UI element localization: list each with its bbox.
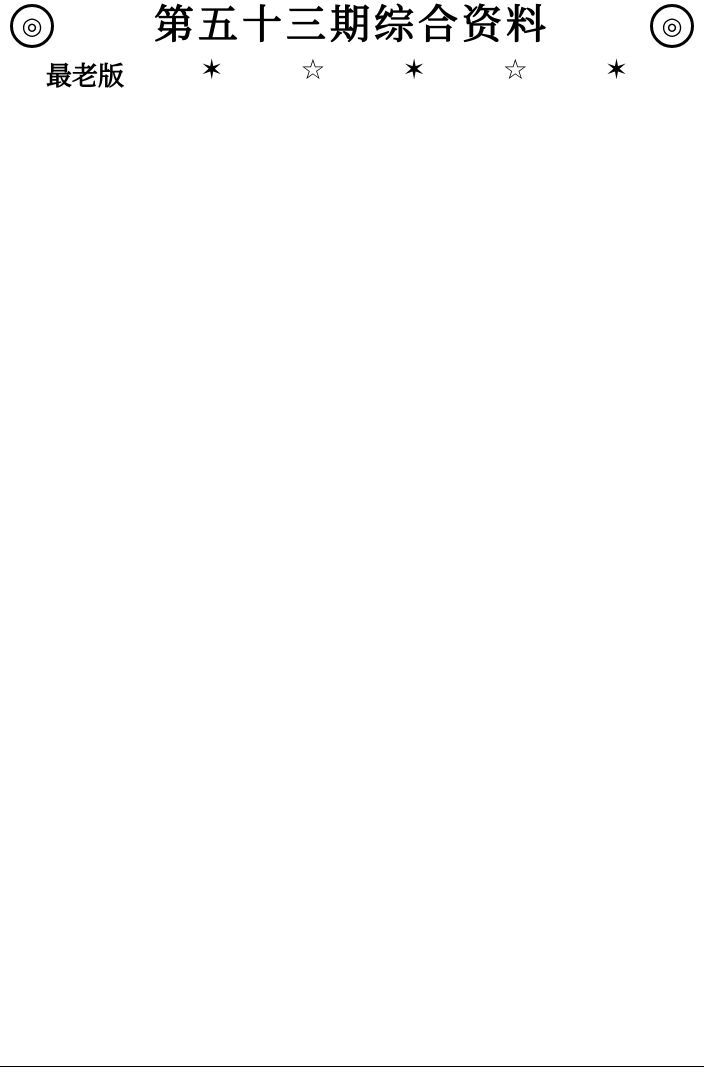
text-line [4,693,700,711]
text-line [4,604,700,622]
text-line [4,409,700,427]
text-line [4,284,700,302]
text-line [4,106,700,124]
text-line [4,996,700,1014]
seal-logo-left: ◎ [10,4,54,48]
text-line [4,658,700,676]
text-line [4,177,700,195]
text-line [4,337,700,355]
text-line [4,1014,700,1032]
text-line [4,391,700,409]
star-decoration: ✶ ☆ ✶ ☆ ✶ [200,53,663,86]
text-line [4,800,700,818]
text-line [4,1031,700,1049]
seal-logo-right: ◎ [650,4,694,48]
text-line [4,729,700,747]
text-line [4,871,700,889]
page-header [0,0,704,104]
text-line [4,676,700,694]
text-line [4,622,700,640]
text-line [4,462,700,480]
text-line [4,426,700,444]
text-line [4,960,700,978]
page-footer [0,1066,704,1087]
text-line [4,480,700,498]
content-body [4,106,700,1068]
text-line [4,124,700,142]
text-line [4,836,700,854]
text-line [4,533,700,551]
text-line [4,587,700,605]
text-line [4,569,700,587]
text-line [4,213,700,231]
text-line [4,764,700,782]
text-line [4,231,700,249]
text-line [4,320,700,338]
text-line [4,640,700,658]
text-line [4,195,700,213]
text-line [4,853,700,871]
edition-label: 最老版 [46,62,125,92]
text-line [4,747,700,765]
text-line [4,266,700,284]
text-line [4,444,700,462]
page-title: 第五十三期综合资料 [154,1,550,48]
text-line [4,925,700,943]
text-line [4,248,700,266]
text-line [4,302,700,320]
text-line [4,978,700,996]
text-line [4,818,700,836]
text-line [4,711,700,729]
text-line [4,1049,700,1067]
text-line [4,498,700,516]
text-line [4,889,700,907]
text-line [4,515,700,533]
text-line [4,551,700,569]
text-line [4,159,700,177]
text-line [4,942,700,960]
text-line [4,782,700,800]
text-line [4,142,700,160]
text-line [4,907,700,925]
text-line [4,373,700,391]
text-line [4,355,700,373]
